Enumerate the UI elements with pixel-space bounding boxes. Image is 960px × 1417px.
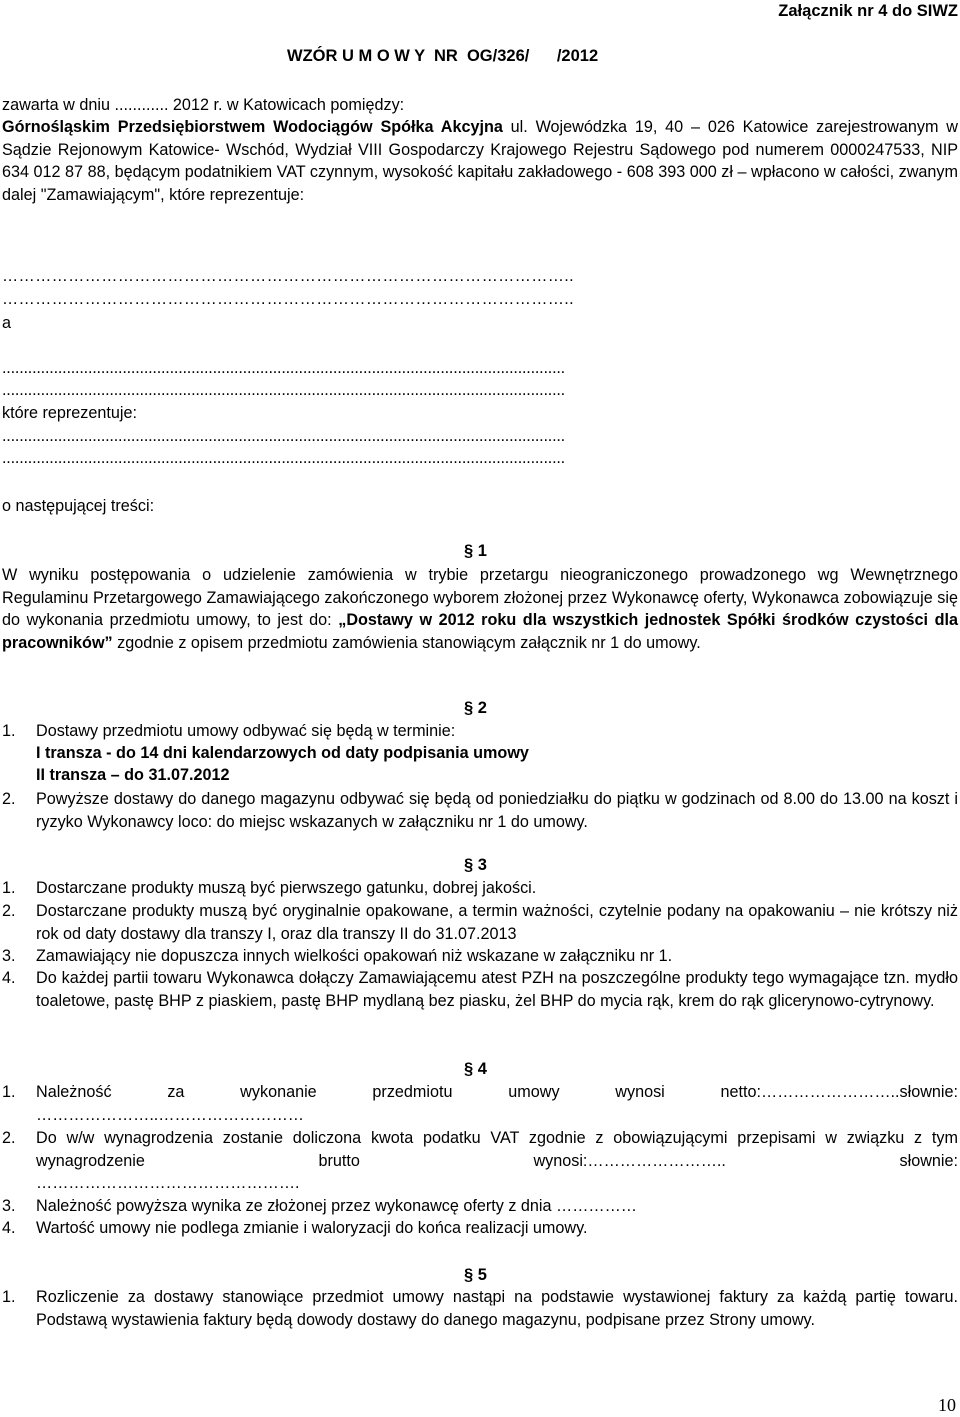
content-intro: o następującej treści: — [2, 497, 155, 515]
section-1-subject: „Dostawy w 2012 roku dla wszystkich jednostek Spółki środków czystości dla pracowników” — [2, 611, 958, 652]
section-5-heading: § 5 — [464, 1266, 487, 1284]
section-3-item-2-text: Dostarczane produkty muszą być oryginalnie opakowane, a termin ważności, czytelnie podany na opakowaniu – nie krótszy niż rok od daty dostawy dla transzy I, oraz dla transzy II do 31.07.2013 — [36, 902, 958, 943]
representative-line-2: ………………………………………………………………………………………….. — [2, 290, 574, 308]
section-2-item-2-text: Powyższe dostawy do danego magazynu odbywać się będą od poniedziałku do piątku w godzinach od 8.00 do 13.00 na koszt i ryzyko Wykonawcy loco: do miejsc wskazanych w załączniku nr 1 do umowy. — [36, 790, 958, 831]
annex-label: Załącznik nr 4 do SIWZ — [778, 2, 958, 20]
section-4-heading: § 4 — [464, 1060, 487, 1078]
section-1-text-post: zgodnie z opisem przedmiotu zamówienia stanowiącym załącznik nr 1 do umowy. — [112, 633, 701, 652]
represented-by-label: które reprezentuje: — [2, 404, 137, 422]
section-1-text — [2, 564, 958, 654]
section-1-heading: § 1 — [464, 542, 487, 560]
conjunction-and: a — [2, 314, 12, 332]
contractor-line-2: ................................................................................................................................... — [2, 381, 565, 399]
section-5-item-1-number: 1. — [2, 1288, 16, 1306]
section-4-item-2-number: 2. — [2, 1129, 16, 1147]
company-name: Górnośląskim Przedsiębiorstwem Wodociągów Spółka Akcyjna — [2, 118, 503, 136]
contractor-representative-line-1: ................................................................................................................................... — [2, 427, 565, 445]
section-4-item-1-words: …………………..……………………… — [36, 1106, 304, 1124]
tranche-1: I transza - do 14 dni kalendarzowych od daty podpisania umowy — [36, 744, 529, 762]
contracting-party-paragraph — [2, 116, 958, 206]
section-3-heading: § 3 — [464, 856, 487, 874]
section-3-item-2-number: 2. — [2, 902, 16, 920]
company-details: ul. Wojewódzka 19, 40 – 026 Katowice zarejestrowanym w Sądzie Rejonowym Katowice- Wschód, Wydział VIII Gospodarczy Krajowego Rejestru Sądowego pod numerem 0000247533, NIP 634 012 87 88, będącym podatnikiem VAT czynnym, wysokość kapitału zakładowego - 608 393 000 zł – wpłacono w całości, zwanym dalej "Zamawiającym", które reprezentuje: — [2, 118, 958, 204]
section-4-item-3-text: Należność powyższa wynika ze złożonej przez wykonawcę oferty z dnia …………… — [36, 1197, 637, 1215]
section-4-item-2-words: …………………………………………. — [36, 1174, 300, 1192]
representative-line-1: ………………………………………………………………………………………….. — [2, 267, 574, 285]
section-2-heading: § 2 — [464, 699, 487, 717]
page-number: 10 — [938, 1395, 956, 1415]
document-title: WZÓR U M O W Y NR OG/326/ /2012 — [287, 47, 599, 65]
contract-date-line: zawarta w dniu ............ 2012 r. w Katowicach pomiędzy: — [2, 96, 405, 114]
tranche-2: II transza – do 31.07.2012 — [36, 766, 230, 784]
section-4-item-2-text: Do w/w wynagrodzenia zostanie doliczona kwota podatku VAT zgodnie z obowiązującymi przepisami w związku z tym wynagrodzenie brutto wynosi:…………………….. słownie: — [36, 1129, 958, 1170]
section-3-item-4-text: Do każdej partii towaru Wykonawca dołączy Zamawiającemu atest PZH na poszczególne produkty tego wymagające tzn. mydło toaletowe, pastę BHP z piaskiem, pastę BHP mydlaną bez piasku, żel BHP do mycia rąk, krem do rąk glicerynowo-cytrynowy. — [36, 969, 958, 1010]
section-4-item-4-number: 4. — [2, 1219, 16, 1237]
section-5-item-1-text: Rozliczenie za dostawy stanowiące przedmiot umowy nastąpi na podstawie wystawionej faktury za każdą partię towaru. Podstawą wystawienia faktury będą dowody dostawy do danego magazynu, podpisane przez Strony umowy. — [36, 1288, 958, 1329]
section-3-item-1-number: 1. — [2, 879, 16, 897]
section-4-item-4-text: Wartość umowy nie podlega zmianie i waloryzacji do końca realizacji umowy. — [36, 1219, 588, 1237]
section-4-item-1-text: Należność za wykonanie przedmiotu umowy wynosi netto:……………………..słownie: — [36, 1083, 958, 1101]
section-3-item-3-text: Zamawiający nie dopuszcza innych wielkości opakowań niż wskazane w załączniku nr 1. — [36, 947, 673, 965]
section-2-item-1-text: Dostawy przedmiotu umowy odbywać się będą w terminie: — [36, 722, 456, 740]
section-2-item-2-number: 2. — [2, 790, 16, 808]
section-4-item-1-number: 1. — [2, 1083, 16, 1101]
section-3-item-3-number: 3. — [2, 947, 16, 965]
section-3-item-1-text: Dostarczane produkty muszą być pierwszego gatunku, dobrej jakości. — [36, 879, 537, 897]
contractor-representative-line-2: ................................................................................................................................... — [2, 449, 565, 467]
section-4-item-3-number: 3. — [2, 1197, 16, 1215]
section-1-text-pre: W wyniku postępowania o udzielenie zamówienia w trybie przetargu nieograniczonego prowadzonego wg Wewnętrznego Regulaminu Przetargowego Zamawiającego zakończonego wyborem złożonej przez Wykonawcę oferty, Wykonawca zobowiązuje się do wykonania przedmiotu umowy, to jest do: — [2, 566, 958, 629]
contractor-line-1: ................................................................................................................................... — [2, 359, 565, 377]
section-2-item-1-number: 1. — [2, 722, 16, 740]
section-3-item-4-number: 4. — [2, 969, 16, 987]
